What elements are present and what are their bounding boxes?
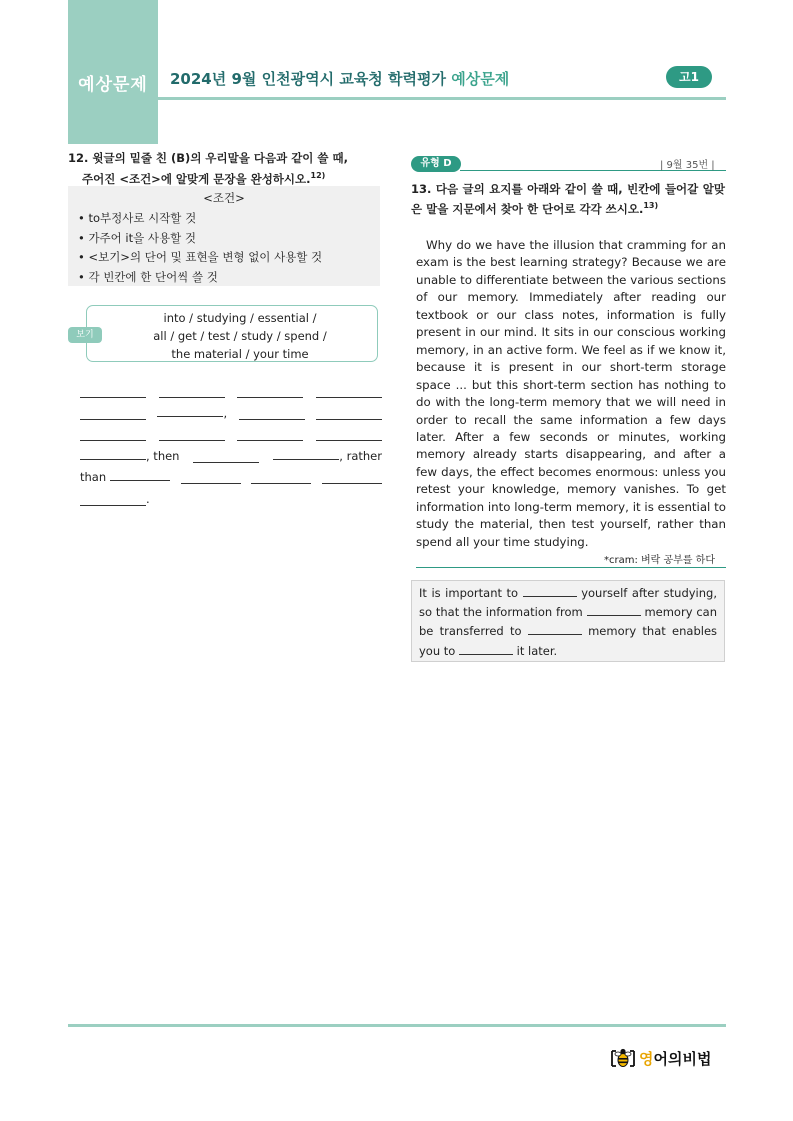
- summary-part: it later.: [516, 643, 558, 658]
- title-month: 9월: [231, 70, 257, 88]
- answer-row: [80, 400, 382, 420]
- answer-than: than: [80, 470, 107, 484]
- answer-rather: , rather: [339, 448, 382, 463]
- summary-text: [419, 584, 717, 661]
- answer-row: [80, 378, 382, 398]
- answer-blank[interactable]: [316, 428, 382, 441]
- q13-prompt-text: 다음 글의 요지를 아래와 같이 쓸 때, 빈칸에 들어갈 알맞은 말을 지문에서 찾아 한 단어로 각각 쓰시오.: [411, 182, 725, 216]
- condition-heading: <조건>: [203, 191, 245, 205]
- question-reference: | 9월 35번 |: [660, 160, 715, 171]
- bogi-line: into / studying / essential /: [163, 311, 317, 325]
- reading-passage: Why do we have the illusion that cramming for an exam is the best learning strategy? Because we are unable to differentiate between the various sections of our memory. Immediately after reading our textbook or our class notes, information is fully present in our mind. It sits in our conscious working memory, in an active form. We feel as if we know it, because it is present in our short-term storage space ... but this short-term section has nothing to do with the long-term memory that we will need in order to recall the same information a few days later. After a few seconds or minutes, working memory already starts disappearing, and after a few days, the effect becomes enormous: unless you retest your knowledge, memory vanishes. To get information into long-term memory, it is essential to study the material, then test yourself, rather than spend all your time studying.: [416, 238, 726, 549]
- answer-blank[interactable]: [80, 407, 146, 420]
- answer-row: [80, 443, 382, 463]
- answer-row: [80, 486, 382, 506]
- answer-row: [80, 421, 382, 441]
- footer-divider: [68, 1024, 726, 1027]
- q12-answer-area: [80, 378, 382, 507]
- logo-text-rest: 어의비법: [653, 1049, 712, 1068]
- answer-blank[interactable]: [80, 447, 146, 460]
- header-divider: [158, 97, 726, 100]
- summary-blank[interactable]: [523, 586, 577, 597]
- answer-blank[interactable]: [239, 407, 305, 420]
- q12-prompt-line2: 주어진 <조건>에 알맞게 문장을 완성하시오.: [82, 171, 311, 186]
- bogi-tag: 보기: [68, 327, 102, 343]
- answer-blank[interactable]: [193, 450, 259, 463]
- answer-blank[interactable]: [181, 471, 241, 484]
- type-tag: 유형 D: [411, 156, 461, 172]
- answer-blank[interactable]: [110, 468, 170, 481]
- answer-row: [80, 464, 382, 484]
- brand-logo: [609, 1044, 711, 1072]
- bogi-line: the material / your time: [171, 347, 309, 361]
- q13-prompt: [411, 181, 725, 217]
- answer-blank[interactable]: [316, 407, 382, 420]
- answer-blank[interactable]: [237, 428, 303, 441]
- answer-blank[interactable]: [159, 385, 225, 398]
- answer-blank[interactable]: [251, 471, 311, 484]
- page-title: [170, 68, 509, 89]
- answer-comma: ,: [223, 405, 228, 420]
- title-body: 인천광역시 교육청 학력평가: [261, 70, 446, 88]
- bogi-word-list: [100, 309, 380, 363]
- answer-then: , then: [146, 448, 180, 463]
- answer-blank[interactable]: [316, 385, 382, 398]
- answer-blank[interactable]: [80, 385, 146, 398]
- answer-blank[interactable]: [237, 385, 303, 398]
- answer-blank[interactable]: [273, 447, 339, 460]
- answer-blank[interactable]: [80, 428, 146, 441]
- vocabulary-gloss: *cram: 벼락 공부를 하다: [604, 555, 716, 566]
- q12-number: 12.: [68, 151, 89, 165]
- summary-blank[interactable]: [459, 644, 513, 655]
- condition-list: [78, 209, 322, 287]
- q13-footnote: 13): [643, 200, 659, 210]
- summary-part: memory that enables you to: [419, 624, 718, 658]
- logo-text-accent: 영: [639, 1049, 654, 1068]
- summary-part: memory can be transferred to: [419, 605, 718, 639]
- answer-period: .: [146, 491, 150, 506]
- title-accent: 예상문제: [451, 70, 510, 88]
- title-year: 2024년: [170, 70, 227, 88]
- grade-badge: 고1: [666, 66, 712, 88]
- summary-blank[interactable]: [528, 624, 582, 635]
- logo-text: [639, 1048, 711, 1069]
- condition-item: • 가주어 it을 사용할 것: [78, 229, 322, 249]
- condition-item: • <보기>의 단어 및 표현을 변형 없이 사용할 것: [78, 248, 322, 268]
- passage-divider: [416, 567, 726, 568]
- answer-blank[interactable]: [157, 404, 223, 417]
- condition-item: • 각 빈칸에 한 단어씩 쓸 것: [78, 268, 322, 288]
- q13-number: 13.: [411, 182, 432, 196]
- bogi-line: all / get / test / study / spend /: [153, 329, 327, 343]
- answer-blank[interactable]: [322, 471, 382, 484]
- answer-blank[interactable]: [80, 493, 146, 506]
- summary-part: yourself after studying, so that the information from: [419, 586, 717, 620]
- q12-footnote: 12): [310, 171, 326, 180]
- condition-item: • to부정사로 시작할 것: [78, 209, 322, 229]
- summary-part: It is important to: [419, 586, 519, 600]
- q12-prompt: [68, 150, 386, 188]
- answer-blank[interactable]: [159, 428, 225, 441]
- summary-blank[interactable]: [587, 605, 641, 616]
- q12-prompt-line1: 윗글의 밑줄 친 (B)의 우리말을 다음과 같이 쓸 때,: [92, 151, 349, 165]
- header-tab-label: 예상문제: [78, 75, 148, 95]
- bee-icon: [609, 1044, 637, 1072]
